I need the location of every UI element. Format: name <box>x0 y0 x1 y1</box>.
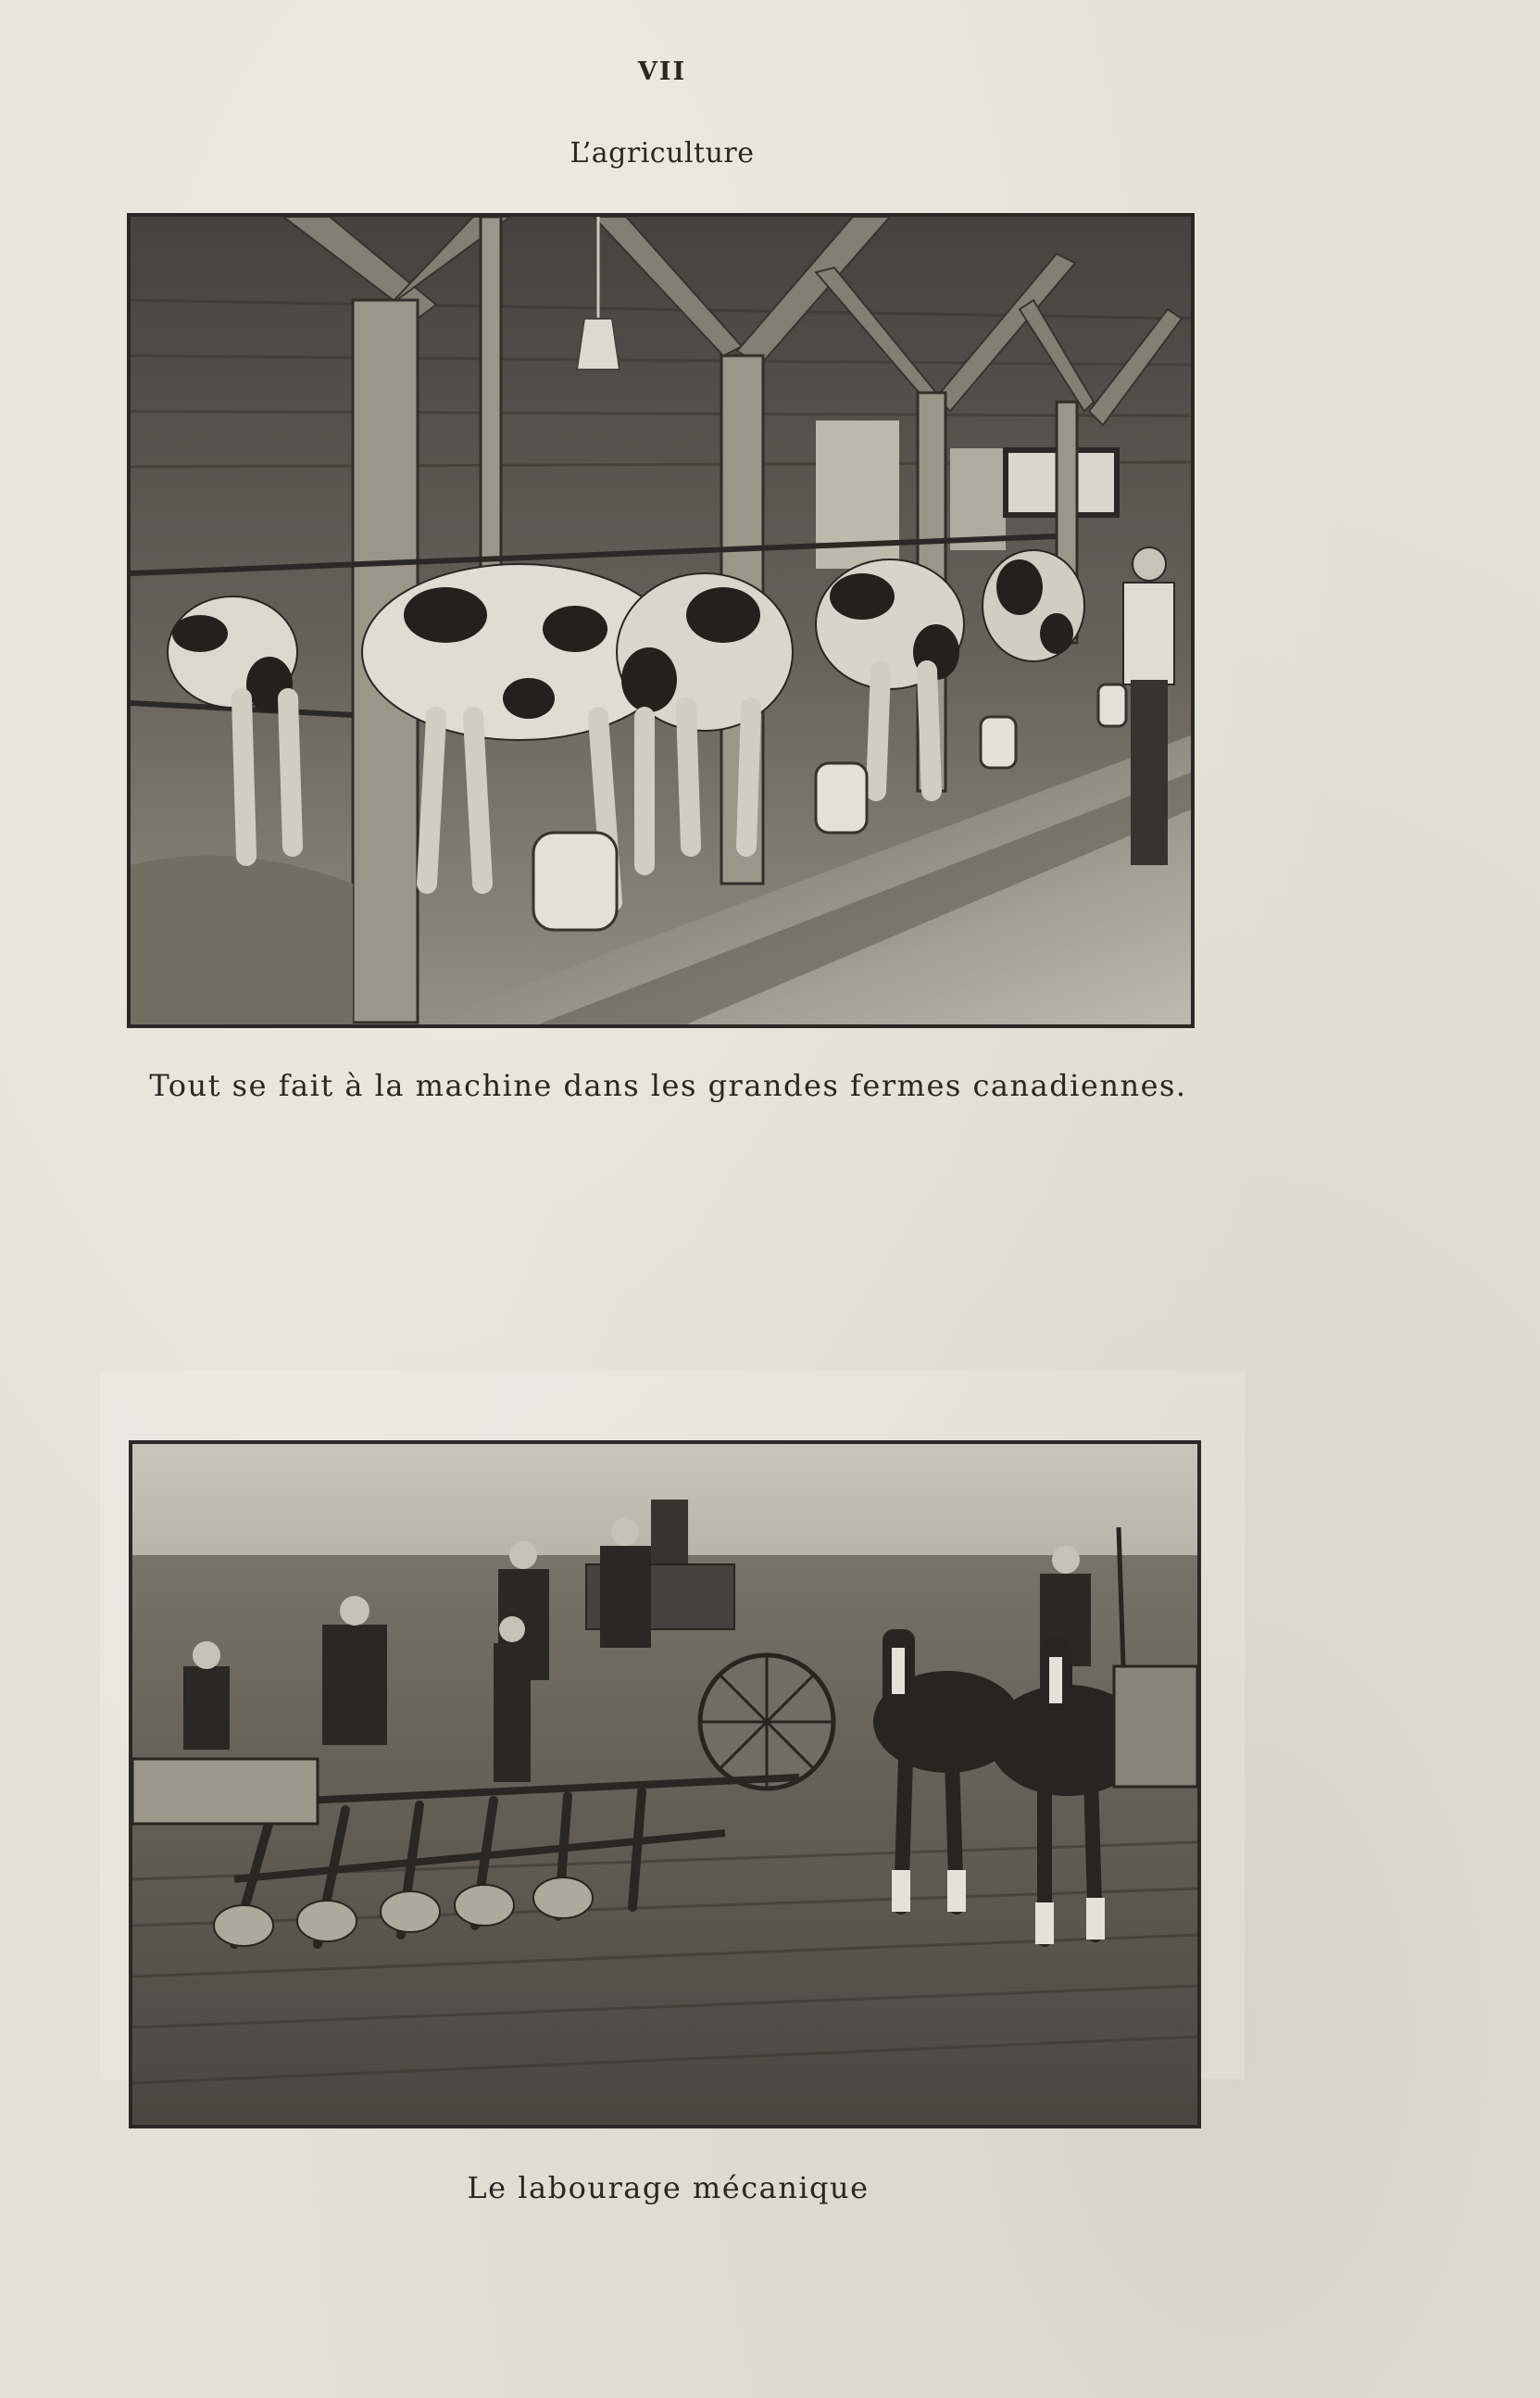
steam-plough-illustration <box>132 1444 1197 2125</box>
photo-caption: Tout se fait à la machine dans les grandes fermes canadiennes. <box>149 1068 1187 1103</box>
steam-plough-photo <box>129 1440 1201 2128</box>
dairy-barn-photo <box>127 213 1195 1028</box>
plate-number: VII <box>637 57 687 86</box>
dairy-barn-illustration <box>131 217 1191 1024</box>
section-title: L’agriculture <box>570 137 755 169</box>
photo-caption: Le labourage mécanique <box>467 2170 870 2205</box>
